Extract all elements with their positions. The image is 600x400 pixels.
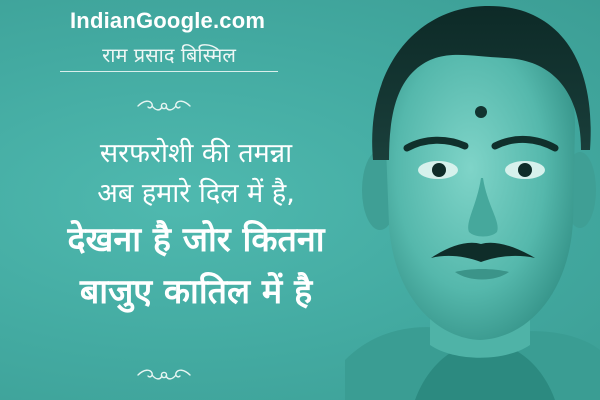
quote-text <box>46 134 346 318</box>
divider <box>60 71 278 72</box>
flourish-ornament-icon <box>136 368 192 382</box>
portrait-image <box>345 0 600 400</box>
quote-line-2: अब हमारे दिल में है, <box>97 178 295 209</box>
quote-line-4: बाजुए कातिल में है <box>79 272 313 312</box>
quote-line-1: सरफरोशी की तमन्ना <box>99 138 293 169</box>
flourish-ornament-icon <box>136 99 192 113</box>
author-name: राम प्रसाद बिस्मिल <box>102 43 236 67</box>
quote-line-3: देखना है जोर कितना <box>67 220 325 260</box>
site-watermark: IndianGoogle.com <box>70 8 266 33</box>
author-name-block <box>60 40 278 72</box>
